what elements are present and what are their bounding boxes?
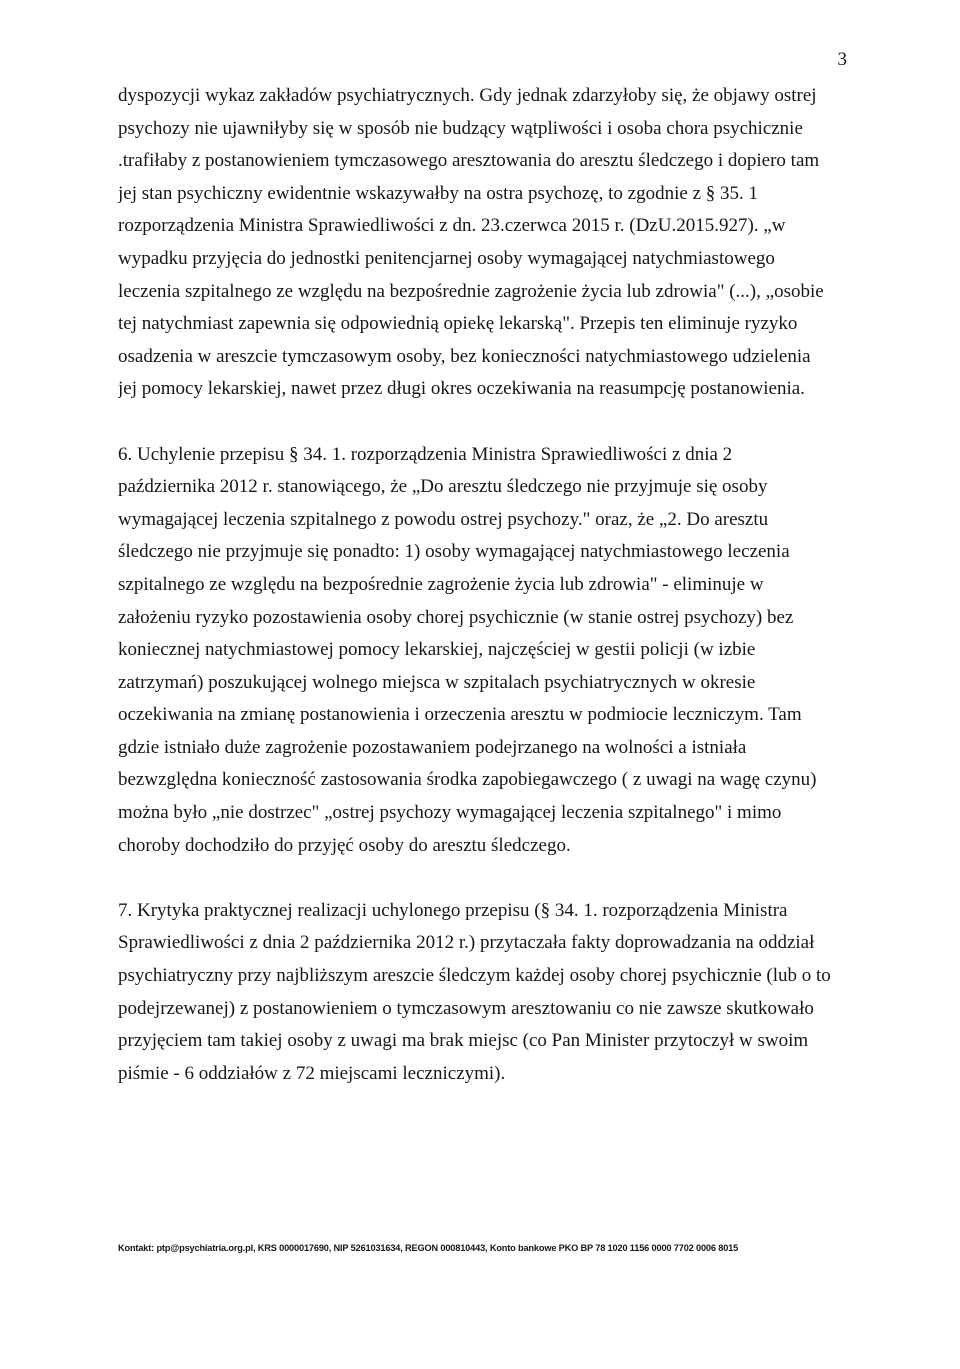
text-line: psychiatryczny przy najbliższym areszcie śledczym każdej osoby chorej psychicznie (lub o to bbox=[118, 965, 831, 987]
document-body bbox=[118, 80, 848, 1090]
text-line: rozporządzenia Ministra Sprawiedliwości z dn. 23.czerwca 2015 r. (DzU.2015.927). „w bbox=[118, 215, 786, 237]
text-line: tej natychmiast zapewnia się odpowiednią opiekę lekarską". Przepis ten eliminuje ryzyko bbox=[118, 313, 798, 335]
paragraph-gap bbox=[118, 406, 848, 439]
text-line: założeniu ryzyko pozostawienia osoby chorej psychicznie (w stanie ostrej psychozy) bez bbox=[118, 606, 794, 628]
text-line: przyjęciem tam takiej osoby z uwagi ma brak miejsc (co Pan Minister przytoczył w swoim bbox=[118, 1030, 809, 1052]
text-line: gdzie istniało duże zagrożenie pozostawaniem podejrzanego na wolności a istniała bbox=[118, 736, 747, 758]
text-line: koniecznej natychmiastowej pomocy lekarskiej, najczęściej w gestii policji (w izbie bbox=[118, 639, 756, 661]
text-line: śledczego nie przyjmuje się ponadto: 1) osoby wymagającej natychmiastowego leczenia bbox=[118, 541, 790, 563]
text-line: wypadku przyjęcia do jednostki penitencjarnej osoby wymagającej natychmiastowego bbox=[118, 247, 775, 269]
text-line: leczenia szpitalnego ze względu na bezpośrednie zagrożenie życia lub zdrowia" (...), „osobie bbox=[118, 280, 824, 302]
text-line: października 2012 r. stanowiącego, że „Do aresztu śledczego nie przyjmuje się osoby bbox=[118, 476, 768, 498]
text-line: 6. Uchylenie przepisu § 34. 1. rozporządzenia Ministra Sprawiedliwości z dnia 2 bbox=[118, 443, 733, 465]
text-line: osadzenia w areszcie tymczasowym osoby, bez konieczności natychmiastowego udzielenia bbox=[118, 345, 811, 367]
text-line: jej stan psychiczny ewidentnie wskazywałby na ostra psychozę, to zgodnie z § 35. 1 bbox=[118, 182, 759, 204]
text-line: można było „nie dostrzec" „ostrej psychozy wymagającej leczenia szpitalnego" i mimo bbox=[118, 802, 782, 824]
text-line: szpitalnego ze względu na bezpośrednie zagrożenie życia lub zdrowia" - eliminuje w bbox=[118, 573, 764, 595]
paragraph-gap bbox=[118, 862, 848, 895]
text-line: podejrzewanej) z postanowieniem o tymczasowym aresztowaniu co nie zawsze skutkowało bbox=[118, 997, 814, 1019]
text-line: .trafiłaby z postanowieniem tymczasowego aresztowania do aresztu śledczego i dopiero tam bbox=[118, 150, 820, 172]
text-line: piśmie - 6 oddziałów z 72 miejscami leczniczymi). bbox=[118, 1062, 506, 1084]
text-line: psychozy nie ujawniłyby się w sposób nie budzący wątpliwości i osoba chora psychicznie bbox=[118, 117, 803, 139]
text-line: Sprawiedliwości z dnia 2 października 2012 r.) przytaczała fakty doprowadzania na oddział bbox=[118, 932, 815, 954]
text-line: oczekiwania na zmianę postanowienia i orzeczenia aresztu w podmiocie leczniczym. Tam bbox=[118, 704, 802, 726]
text-line: dyspozycji wykaz zakładów psychiatrycznych. Gdy jednak zdarzyłoby się, że objawy ostrej bbox=[118, 85, 817, 106]
text-line: wymagającej leczenia szpitalnego z powodu ostrej psychozy." oraz, że „2. Do aresztu bbox=[118, 508, 769, 530]
page-number: 3 bbox=[837, 49, 847, 70]
text-line: choroby dochodziło do przyjęć osoby do aresztu śledczego. bbox=[118, 834, 571, 856]
footer-contact: Kontakt: ptp@psychiatria.org.pl, KRS 0000017690, NIP 5261031634, REGON 000810443, Konto bankowe PKO BP 78 1020 1156 0000 7702 0006 8015 bbox=[118, 1243, 739, 1253]
text-line: bezwzględna konieczność zastosowania środka zapobiegawczego ( z uwagi na wagę czynu) bbox=[118, 769, 817, 791]
text-line: zatrzymań) poszukującej wolnego miejsca w szpitalach psychiatrycznych w okresie bbox=[118, 671, 756, 693]
text-line: 7. Krytyka praktycznej realizacji uchylonego przepisu (§ 34. 1. rozporządzenia Ministra bbox=[118, 899, 788, 921]
text-line: jej pomocy lekarskiej, nawet przez długi okres oczekiwania na reasumpcję postanowienia. bbox=[118, 378, 805, 400]
